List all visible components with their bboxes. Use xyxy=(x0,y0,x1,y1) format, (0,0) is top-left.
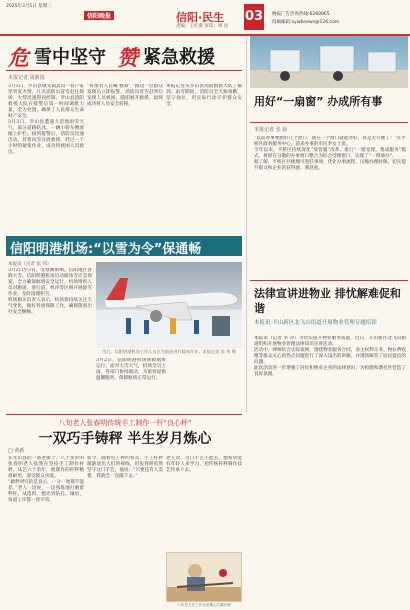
article1-byline: 本报记者 周新国 xyxy=(8,75,45,81)
article2-byline: 本报讯（记者 张 伟） xyxy=(8,262,52,267)
article5-headline: 一双巧手铸秤 半生岁月炼心 xyxy=(38,431,212,447)
article1-col-1 xyxy=(8,84,84,232)
article1-p3: “好像有人在喊‘救命’，”路边一位群众发现后立即报警，消防员冒雪赶到后发现人员被困，随即展开救援，最终成功将人员安全转移。 xyxy=(87,84,163,107)
article2-col-2 xyxy=(96,358,166,408)
article3-photo xyxy=(250,36,408,88)
article3-byline: 本报记者 张 晨 xyxy=(254,127,288,133)
article2-p2: 机场相关负责人表示，机场将持续关注天气变化，做好各项保障工作，确保旅客出行安全顺畅。 xyxy=(8,298,92,315)
article3-p2: 今年以来，平桥区持续深化“放管服”改革，推行“一窗受理、集成服务”模式，将原有分散的办事窗口整合为综合受理窗口，实现了“一窗通办”。 xyxy=(254,148,406,159)
headline1-rule xyxy=(6,70,242,71)
article5-p3: 如今，随着电子秤的普及，手工杆秤渐渐淡出人们的视线，但张春明依然坚守这门手艺，他说：“只要还有人需要，我就会一直做下去。” xyxy=(87,456,163,479)
office-photo-graphic xyxy=(250,36,408,88)
article5-col-1 xyxy=(8,456,84,606)
article5-p1: 在光山县的一条老街上，八十多岁的张春明老人依然在坚持手工制作杆秤。从艺六十余年，他制作的杆秤精准耐用，深受群众喜爱。 xyxy=(8,456,84,479)
article5-p2: “做秤讲究的是良心，一分一厘都不能差。”老人一边说，一边熟练地打磨着秤杆。从选料、刨光到钻孔、镶星，每道工序都一丝不苟。 xyxy=(8,480,84,503)
headline1-part-b: 雪中坚守 xyxy=(34,47,106,68)
article2-headline: 信阳明港机场:“以雪为令”保通畅 xyxy=(10,242,202,257)
article5-photo-caption: 八旬老人在工作台前精心打磨杆秤 xyxy=(177,603,231,607)
article1-col-2 xyxy=(87,84,163,232)
article2-col-1 xyxy=(8,268,92,408)
article3-p3: 据了解，平桥区共梳理可进驻事项，优化办事流程，压缩办理时限，切实提升群众和企业的获得感、满意度。 xyxy=(254,160,406,171)
editors-line: 责编：王红蕾 审读：周 民 xyxy=(176,24,229,29)
article2-p3: 3月2日，信阳明港机场保障航班运行。面对大雪天气，机场全员上岗，各部门协同联动，为旅客提供温馨服务，保障航班正常运行。 xyxy=(96,358,166,381)
article2-photo-caption: 雪后，信阳明港机场工作人员在为航班进行除冰作业。本报记者 张 伟 摄 xyxy=(102,349,236,354)
article4-headline: 法律宣讲进物业 排忧解难促和谐 xyxy=(254,287,401,315)
article5-top-rule xyxy=(6,414,242,415)
article5-tag: □ 黄新 xyxy=(8,448,25,454)
article4-p1: 本报讯（记者 李 涛）为切实提升物业服务质量，近日，羊山新区北飞山街道组织开展物业管理法律知识宣讲活动。 xyxy=(254,336,406,347)
airplane-photo-graphic xyxy=(96,262,242,348)
contact-email: 投稿邮箱:xywbnews@126.com xyxy=(272,20,340,25)
article3-p1: “以前办事要跑好几个窗口，现在一个窗口就能办好，真是太方便了！”在平桥区政务服务中心，前来办事的市民李女士说。 xyxy=(254,136,406,147)
article1-p4: 本报记者从罗山县消防救援大队了解到，雨雪期间，消防员全天候备勤，坚守岗位，用实际行动守护群众安全。 xyxy=(166,84,242,107)
article1-p1: 3月3日，罗山县城关镇灵山一农户家里突发火情，几名消防员冒雪赶往现场，火势迅速得到控制。罗山县消防救援大队在接警后第一时间调派力量，全力处置，确保了人民群众生命财产安全。 xyxy=(8,84,84,119)
column-divider xyxy=(246,38,247,412)
article2-photo xyxy=(96,262,242,348)
article5-p4: 老人说，这门手艺不能丢，他希望能有年轻人来学习，把传统杆秤制作技艺传承下去。 xyxy=(166,456,242,473)
article3-rule xyxy=(250,122,408,123)
article4-body xyxy=(254,336,406,608)
article3-headline: 用好“一扇窗” 办成所有事 xyxy=(254,95,383,108)
article2-col-3 xyxy=(170,358,242,408)
article5-photo xyxy=(166,552,242,602)
article4-rule xyxy=(250,280,408,281)
scale-maker-photo-graphic xyxy=(167,553,242,602)
article1-col-3 xyxy=(166,84,242,232)
section-title: 信阳·民生 xyxy=(176,11,225,24)
article5-kicker: 八旬老人张春明传统手工制作一杆“良心秤” xyxy=(58,419,192,427)
paper-logo: 信阳晚报 xyxy=(84,11,114,20)
article4-p2: 活动中，律师结合实际案例，围绕物业服务合同、业主权利义务、物业费收缴等群众关心的热点问题进行了深入浅出的讲解，并现场解答了居民提出的问题。 xyxy=(254,348,406,365)
headline1-part-d: 紧急救援 xyxy=(143,47,215,68)
article1-p2: 3月3日，罗山县遭遇大范围雨雪天气，部分道路结冰，一辆小轿车侧滑撞上护栏。接到报警后，消防员迅速出动，冒着风雪开展救援，经过一个小时的紧张作业，成功将被困人员救出。 xyxy=(8,120,84,155)
article2-p1: 3月2日至3日，受寒潮影响，信阳地区普降大雪。信阳明港机场启动除冰雪应急预案，全力确保航班安全运行。机场组织人员对跑道、滑行道、机坪等区域开展除雪作业，及时清理积雪。 xyxy=(8,268,92,297)
article5-col-3 xyxy=(166,456,242,550)
headline1-char-c: 赞 xyxy=(117,46,138,70)
page-number: 03 xyxy=(244,4,264,30)
article4-subtitle: 本报讯 羊山新区北飞山街道开展物业管理专题培训 xyxy=(254,320,377,326)
article4-p3: 此次活动进一步增强了居民和物业企业的法律意识，为构建和谐社区营造了良好氛围。 xyxy=(254,366,406,377)
headline1-char-a: 危 xyxy=(8,46,29,70)
article5-col-2 xyxy=(87,456,163,606)
hotline: 晚报广告咨询热线:6260965 xyxy=(272,12,330,17)
issue-date: 2025年3月5日 星期三 xyxy=(6,4,52,9)
article3-body xyxy=(254,136,406,274)
